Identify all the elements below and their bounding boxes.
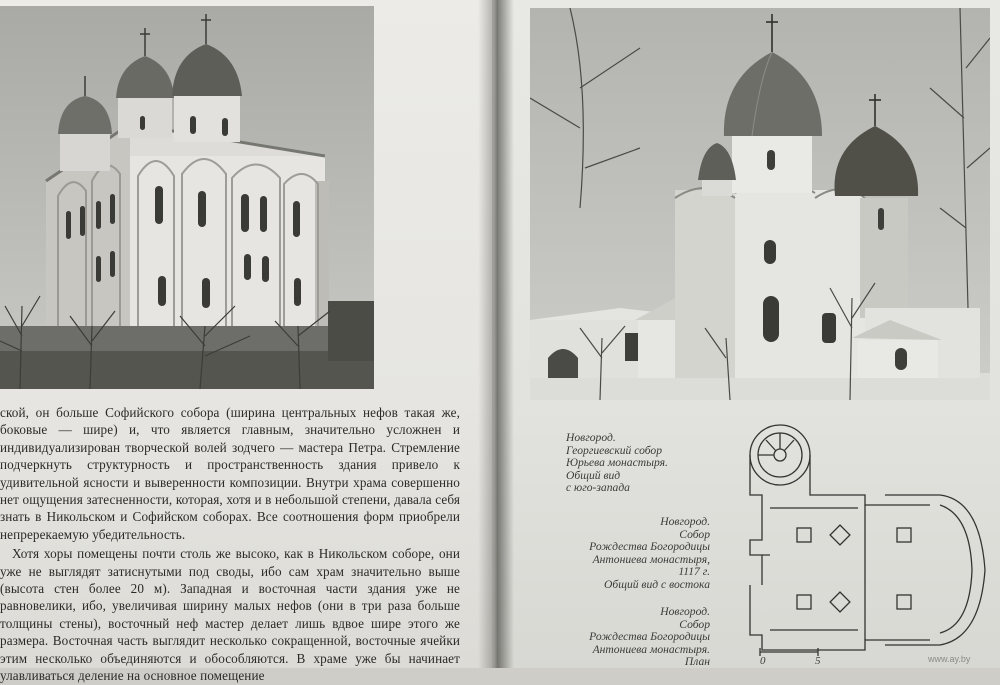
caption-line: 1117 г.	[678, 565, 710, 579]
scale-start: 0	[760, 655, 766, 667]
floor-plan-drawing	[740, 420, 990, 668]
caption-line: с юго-запада	[566, 481, 630, 495]
caption-line: Новгород.	[660, 605, 710, 618]
caption-nativity-view	[560, 516, 710, 592]
paragraph-2: Хотя хоры помещены почти столь же высоко, как в Никольском соборе, они уже не выглядят затиснутыми под своды, ибо сам храм значительно выше (высота стен более 20 м). Западная и восточная части здания уже не равновелики, ибо, увеличивая ширину малых нефов (они в три раза больше толщины стены), восточный неф мастер делает лишь вдвое шире этого же размера. Восточная часть выглядит несколько сокращенной, восточные ячейки этим несколько объединяются и обособляются. В храме уже бы начинает улавливаться деление на основное помещение	[0, 546, 460, 684]
caption-line: Общий вид с востока	[603, 577, 710, 591]
caption-nativity-plan	[560, 606, 710, 669]
caption-line: Рождества Богородицы	[589, 630, 710, 644]
caption-line: Антониева монастыря,	[592, 552, 710, 566]
body-text	[0, 404, 460, 685]
caption-st-george	[566, 432, 668, 495]
photo-st-george-cathedral	[0, 6, 374, 389]
caption-line: Собор	[679, 617, 710, 631]
caption-line: Юрьева монастыря.	[566, 456, 668, 470]
watermark: www.ay.by	[928, 654, 971, 664]
caption-line: Новгород.	[660, 515, 710, 528]
scale-end: 5	[815, 655, 821, 667]
caption-line: Собор	[679, 527, 710, 541]
book-gutter	[478, 0, 514, 668]
caption-line: Рождества Богородицы	[589, 540, 710, 554]
paragraph-1: ской, он больше Софийского собора (ширина центральных нефов такая же, боковые — шире) и, что является главным, значительно усложнен и индивидуализирован творческой волей зодчего — мастера Петра. Стремление подчеркнуть структурность и пространственность здания привело к удивительной ясности и выверенности композиции. Внутри храма совершенно нет ощущения затесненности, которая, хотя и в небольшой степени, давала себя знать в Никольском и Софийском соборах. Все соотношения форм приобрели непререкаемую убедительность.	[0, 405, 460, 542]
caption-line: Антониева монастыря.	[592, 642, 710, 656]
caption-line: Общий вид	[566, 468, 621, 482]
caption-line: План	[684, 655, 710, 669]
caption-line: Георгиевский собор	[566, 443, 663, 457]
caption-line: Новгород.	[566, 431, 616, 444]
photo-nativity-cathedral	[530, 8, 990, 400]
